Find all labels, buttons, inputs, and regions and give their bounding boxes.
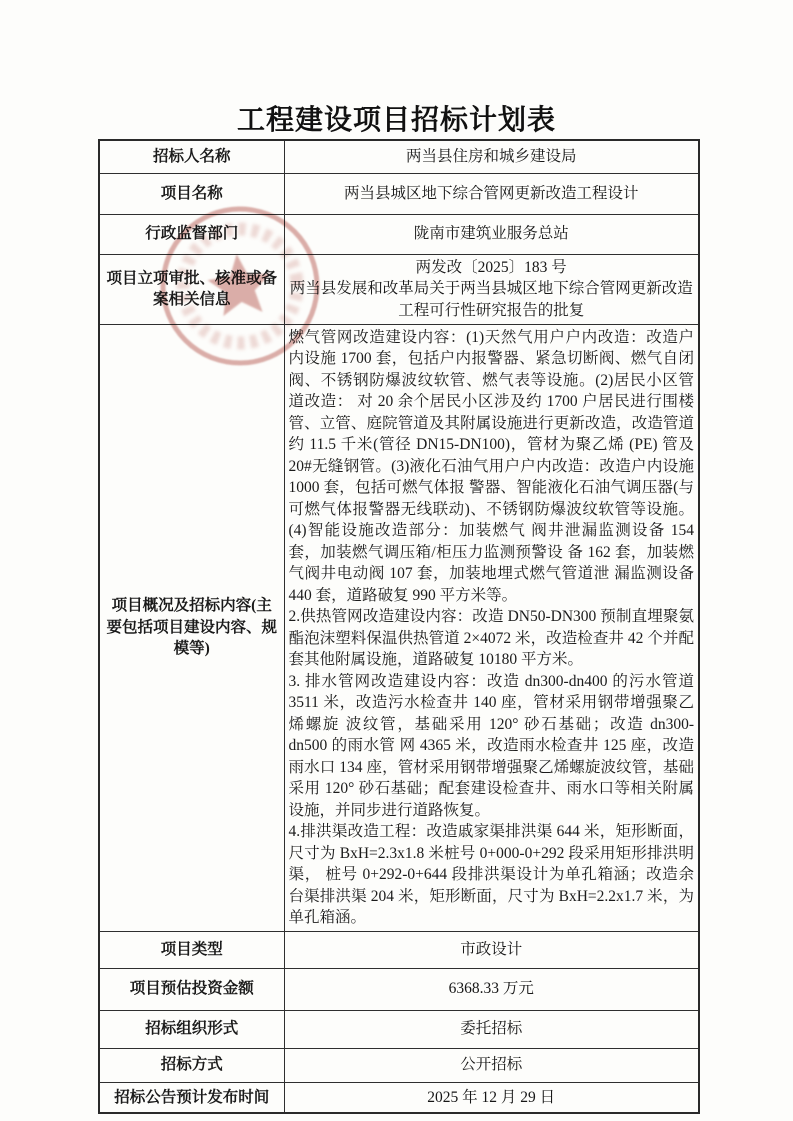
row-label: 招标公告预计发布时间 bbox=[99, 1082, 284, 1113]
bidding-plan-table bbox=[98, 139, 700, 1114]
row-value bbox=[284, 254, 699, 324]
row-value: 6368.33 万元 bbox=[284, 968, 699, 1010]
row-label: 项目立项审批、核准或备案相关信息 bbox=[99, 254, 284, 324]
overview-paragraph-gas: 燃气管网改造建设内容：(1)天然气用户户内改造：改造户内设施 1700 套，包括户内报警器、紧急切断阀、燃气自闭阀、不锈钢防爆波纹软管、燃气表等设施。(2)居民小区管道改造： 对 20 余个居民小区涉及约 1700 户居民进行围楼管、立管、庭院管道及其附属设施进行更新改造，改造管道约 11.5 千米(管径 DN15-DN100)，管材为聚乙烯 (PE) 管及 20#无缝钢管。(3)液化石油气用户户内改造：改造户内设施 1000 套，包括可燃气体报 警器、智能液化石油气调压器(与可燃气体报警器无线联动)、不锈钢防爆波纹软管等设施。(4)智能设施改造部分：加装燃气 阀井泄漏监测设备 154 套，加装燃气调压箱/柜压力监测预警设 备 162 套，加装燃气阀井电动阀 107 套，加装地埋式燃气管道泄 漏监测设备 440 套，道路破复 990 平方米等。 bbox=[288, 328, 694, 604]
row-value: 两当县城区地下综合管网更新改造工程设计 bbox=[284, 173, 699, 214]
table-row-bidding-method bbox=[99, 1048, 699, 1082]
row-label: 项目概况及招标内容(主要包括项目建设内容、规模等) bbox=[99, 324, 284, 931]
row-value: 市政设计 bbox=[284, 931, 699, 968]
table-row-supervision-dept bbox=[99, 214, 699, 254]
row-value: 陇南市建筑业服务总站 bbox=[284, 214, 699, 254]
table-row-approval-info bbox=[99, 254, 699, 324]
table-row-project-name bbox=[99, 173, 699, 214]
overview-paragraph-flood-channel: 4.排洪渠改造工程：改造戚家渠排洪渠 644 米，矩形断面， 尺寸为 BxH=2.3x1.8 米桩号 0+000-0+292 段采用矩形排洪明渠， 桩号 0+292-0+644 段排洪渠设计为单孔箱涵；改造余台渠排洪渠 204 米，矩形断面，尺寸为 BxH=2.2x1.7 米，为单孔箱涵。 bbox=[288, 823, 694, 926]
table-row-announcement-date bbox=[99, 1082, 699, 1113]
row-label: 项目名称 bbox=[99, 173, 284, 214]
overview-paragraph-heating: 2.供热管网改造建设内容：改造 DN50-DN300 预制直埋聚氨 酯泡沫塑料保温供热管道 2×4072 米，改造检查井 42 个并配套其他附属设施，道路破复 10180 平方米。 bbox=[288, 608, 694, 668]
table-row-bidder-name bbox=[99, 140, 699, 173]
row-label: 行政监督部门 bbox=[99, 214, 284, 254]
row-label: 招标方式 bbox=[99, 1048, 284, 1082]
row-label: 项目预估投资金额 bbox=[99, 968, 284, 1010]
row-value: 2025 年 12 月 29 日 bbox=[284, 1082, 699, 1113]
table-row-org-form bbox=[99, 1010, 699, 1048]
row-value: 委托招标 bbox=[284, 1010, 699, 1048]
row-label: 项目类型 bbox=[99, 931, 284, 968]
row-label: 招标组织形式 bbox=[99, 1010, 284, 1048]
table-row-project-overview bbox=[99, 324, 699, 931]
overview-paragraph-drainage: 3. 排水管网改造建设内容：改造 dn300-dn400 的污水管道 3511 米，改造污水检查井 140 座，管材采用钢带增强聚乙烯螺旋 波纹管，基础采用 120° 砂石基础；改造 dn300-dn500 的雨水管 网 4365 米，改造雨水检查井 125 座，改造雨水口 134 座，管材采用钢带增强聚乙烯螺旋波纹管，基础采用 120° 砂石基础；配套建设检查井、雨水口等相关附属设施，并同步进行道路恢复。 bbox=[288, 672, 694, 819]
approval-doc-title: 两当县发展和改革局关于两当县城区地下综合管网更新改造工程可行性研究报告的批复 bbox=[289, 280, 693, 319]
approval-doc-number: 两发改〔2025〕183 号 bbox=[415, 258, 567, 276]
row-value-overview bbox=[284, 324, 699, 931]
table-row-project-type bbox=[99, 931, 699, 968]
document-title: 工程建设项目招标计划表 bbox=[236, 105, 556, 136]
row-value: 公开招标 bbox=[284, 1048, 699, 1082]
row-label: 招标人名称 bbox=[99, 140, 284, 173]
row-value: 两当县住房和城乡建设局 bbox=[284, 140, 699, 173]
table-row-estimated-investment bbox=[99, 968, 699, 1010]
